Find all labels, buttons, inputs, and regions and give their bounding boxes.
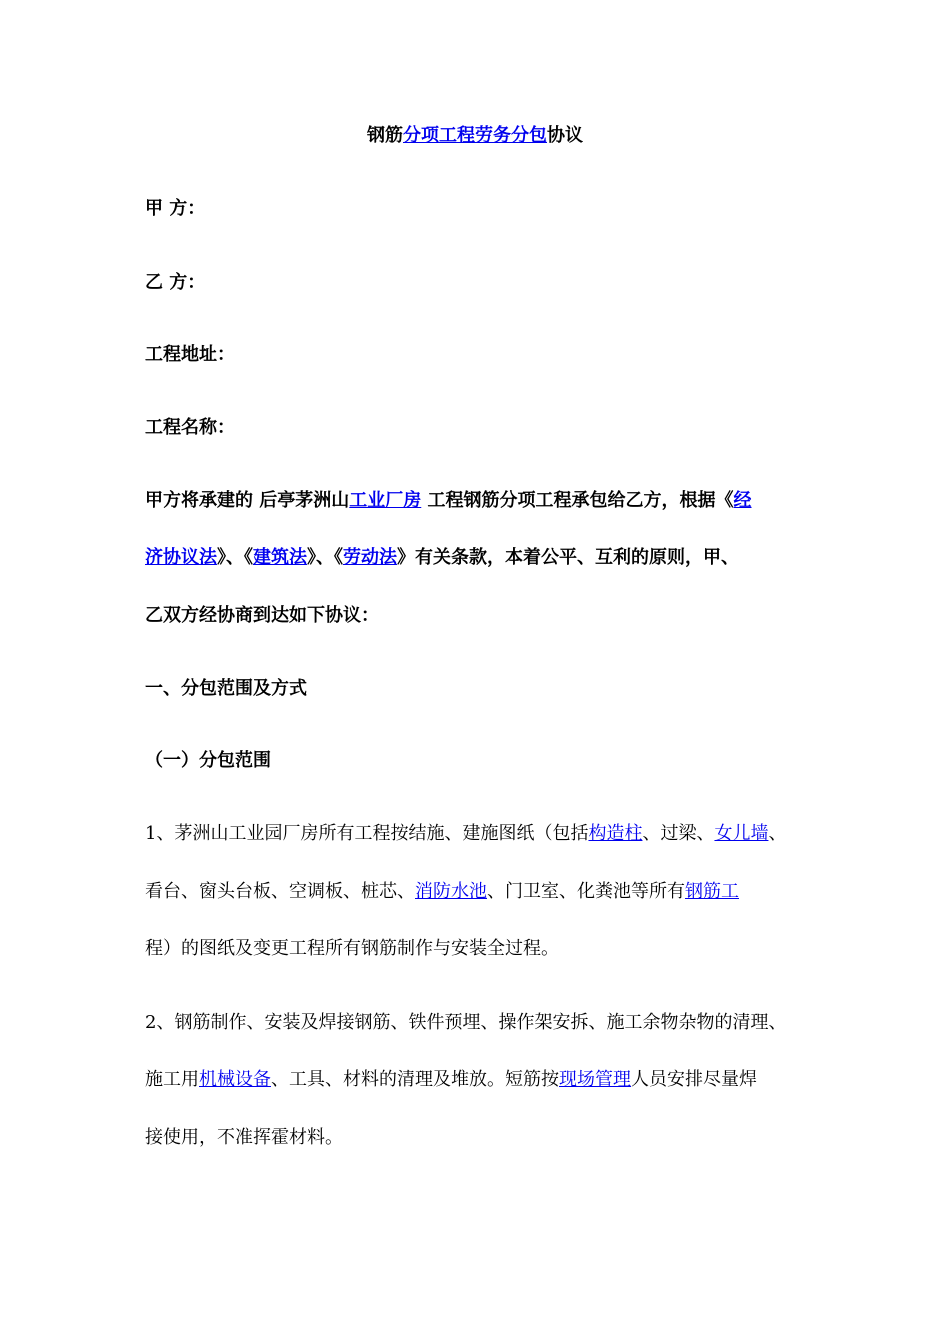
intro-text: 》、《 (217, 547, 253, 568)
field-project-name: 工程名称： (145, 417, 235, 438)
intro-line-2 (145, 546, 739, 570)
link-structural-column[interactable]: 构造柱 (588, 823, 643, 844)
subsection-heading-1: （一）分包范围 (145, 750, 271, 771)
item-text: 、工具、材料的清理及堆放。短筋按 (271, 1069, 559, 1090)
title-pre: 钢筋 (367, 125, 403, 146)
intro-line-3: 乙双方经协商到达如下协议： (145, 605, 379, 626)
intro-text: 甲方将承建的 后亭茅洲山 (145, 490, 350, 511)
intro-text: 》、《 (307, 547, 343, 568)
link-parapet-wall[interactable]: 女儿墙 (714, 823, 769, 844)
title-post: 协议 (547, 125, 583, 146)
link-rebar-work[interactable]: 钢筋工 (685, 881, 739, 902)
intro-line-1 (145, 489, 752, 513)
link-site-management[interactable]: 现场管理 (559, 1069, 631, 1090)
field-project-address: 工程地址： (145, 344, 235, 365)
item-text: 人员安排尽量焊 (631, 1069, 757, 1090)
document-title (0, 124, 950, 148)
section-heading-1: 一、分包范围及方式 (145, 678, 307, 699)
field-party-b: 乙 方： (145, 272, 206, 293)
link-industrial-plant[interactable]: 工业厂房 (349, 490, 422, 511)
link-labor-law[interactable]: 劳动法 (343, 547, 397, 568)
item2-line-2 (145, 1068, 757, 1092)
link-economic-contract-law-part2[interactable]: 济协议法 (145, 547, 217, 568)
item2-line-3: 接使用，不准挥霍材料。 (145, 1127, 343, 1148)
item-text: 、门卫室、化粪池等所有 (487, 881, 685, 902)
link-machinery-equipment[interactable]: 机械设备 (199, 1069, 271, 1090)
link-fire-pool[interactable]: 消防水池 (415, 881, 487, 902)
item-text: 1、茅洲山工业园厂房所有工程按结施、建施图纸（包括 (145, 823, 589, 844)
item-text: 、 (768, 823, 787, 844)
item-text: 施工用 (145, 1069, 199, 1090)
item1-line-2 (145, 880, 739, 904)
item-text: 看台、窗头台板、空调板、桩芯、 (145, 881, 415, 902)
item1-line-1 (145, 822, 786, 846)
title-link-labor-subcontract[interactable]: 分项工程劳务分包 (403, 125, 547, 146)
field-party-a: 甲 方： (145, 198, 206, 219)
link-construction-law[interactable]: 建筑法 (253, 547, 307, 568)
item-text: 、过梁、 (642, 823, 715, 844)
item2-line-1: 2、钢筋制作、安装及焊接钢筋、铁件预埋、操作架安拆、施工余物杂物的清理、 (145, 1012, 787, 1033)
intro-text: 》有关条款，本着公平、互利的原则，甲、 (397, 547, 739, 568)
intro-text: 工程钢筋分项工程承包给乙方，根据《 (421, 490, 734, 511)
link-economic-contract-law-part1[interactable]: 经 (733, 490, 752, 511)
item1-line-3: 程）的图纸及变更工程所有钢筋制作与安装全过程。 (145, 938, 559, 959)
